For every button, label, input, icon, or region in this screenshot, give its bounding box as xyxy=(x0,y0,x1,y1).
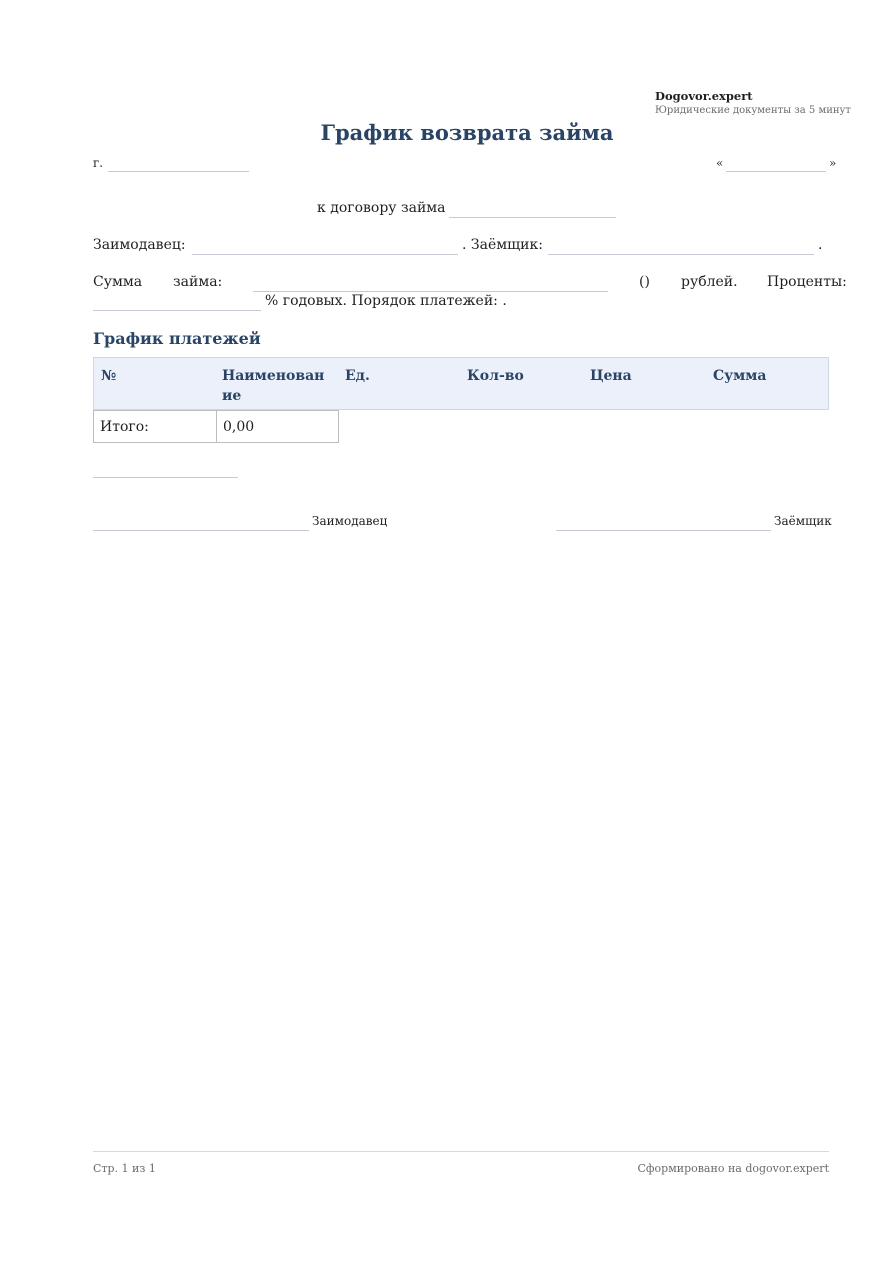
interest-field-line xyxy=(93,310,261,311)
column-price: Цена xyxy=(590,368,632,384)
amount-field-line xyxy=(253,291,608,292)
brand-name: Dogovor.expert xyxy=(655,89,753,103)
brand-tagline: Юридические документы за 5 минут xyxy=(655,105,851,116)
column-unit: Ед. xyxy=(345,368,370,384)
schedule-table-header xyxy=(93,357,829,410)
date-open-quote: « xyxy=(716,156,724,170)
contract-reference: к договору займа xyxy=(317,200,446,216)
footer-divider xyxy=(93,1151,829,1152)
borrower-label: . Заёмщик: xyxy=(462,237,543,253)
date-close-quote: » xyxy=(829,156,837,170)
contract-number-line xyxy=(449,217,616,218)
amount-word-sum: Сумма xyxy=(93,274,143,290)
lender-signature-label: Заимодавец xyxy=(312,514,388,528)
amount-words-parens: () xyxy=(639,274,650,290)
date-field-line xyxy=(726,171,826,172)
borrower-signature-label: Заёмщик xyxy=(774,514,832,528)
borrower-field-line xyxy=(548,254,814,255)
blank-line xyxy=(93,477,238,478)
parties-end: . xyxy=(818,237,823,253)
total-label-cell: Итого: xyxy=(93,410,217,443)
column-number: № xyxy=(101,368,117,384)
total-value-cell: 0,00 xyxy=(216,410,339,443)
lender-field-line xyxy=(192,254,458,255)
generated-by: Сформировано на dogovor.expert xyxy=(637,1162,829,1175)
borrower-signature-line xyxy=(556,530,771,531)
column-sum: Сумма xyxy=(713,368,767,384)
rubles-label: рублей. xyxy=(681,274,738,290)
interest-rest-text: % годовых. Порядок платежей: . xyxy=(265,293,507,309)
lender-signature-line xyxy=(93,530,309,531)
schedule-heading: График платежей xyxy=(93,329,261,348)
interest-label: Проценты: xyxy=(767,274,847,290)
amount-word-loan: займа: xyxy=(173,274,223,290)
city-label: г. xyxy=(93,156,104,170)
column-name: Наименование xyxy=(222,368,325,404)
document-title: График возврата займа xyxy=(320,120,614,145)
lender-label: Заимодавец: xyxy=(93,237,186,253)
column-quantity: Кол-во xyxy=(467,368,524,384)
page-counter: Стр. 1 из 1 xyxy=(93,1162,156,1175)
city-field-line xyxy=(108,171,249,172)
